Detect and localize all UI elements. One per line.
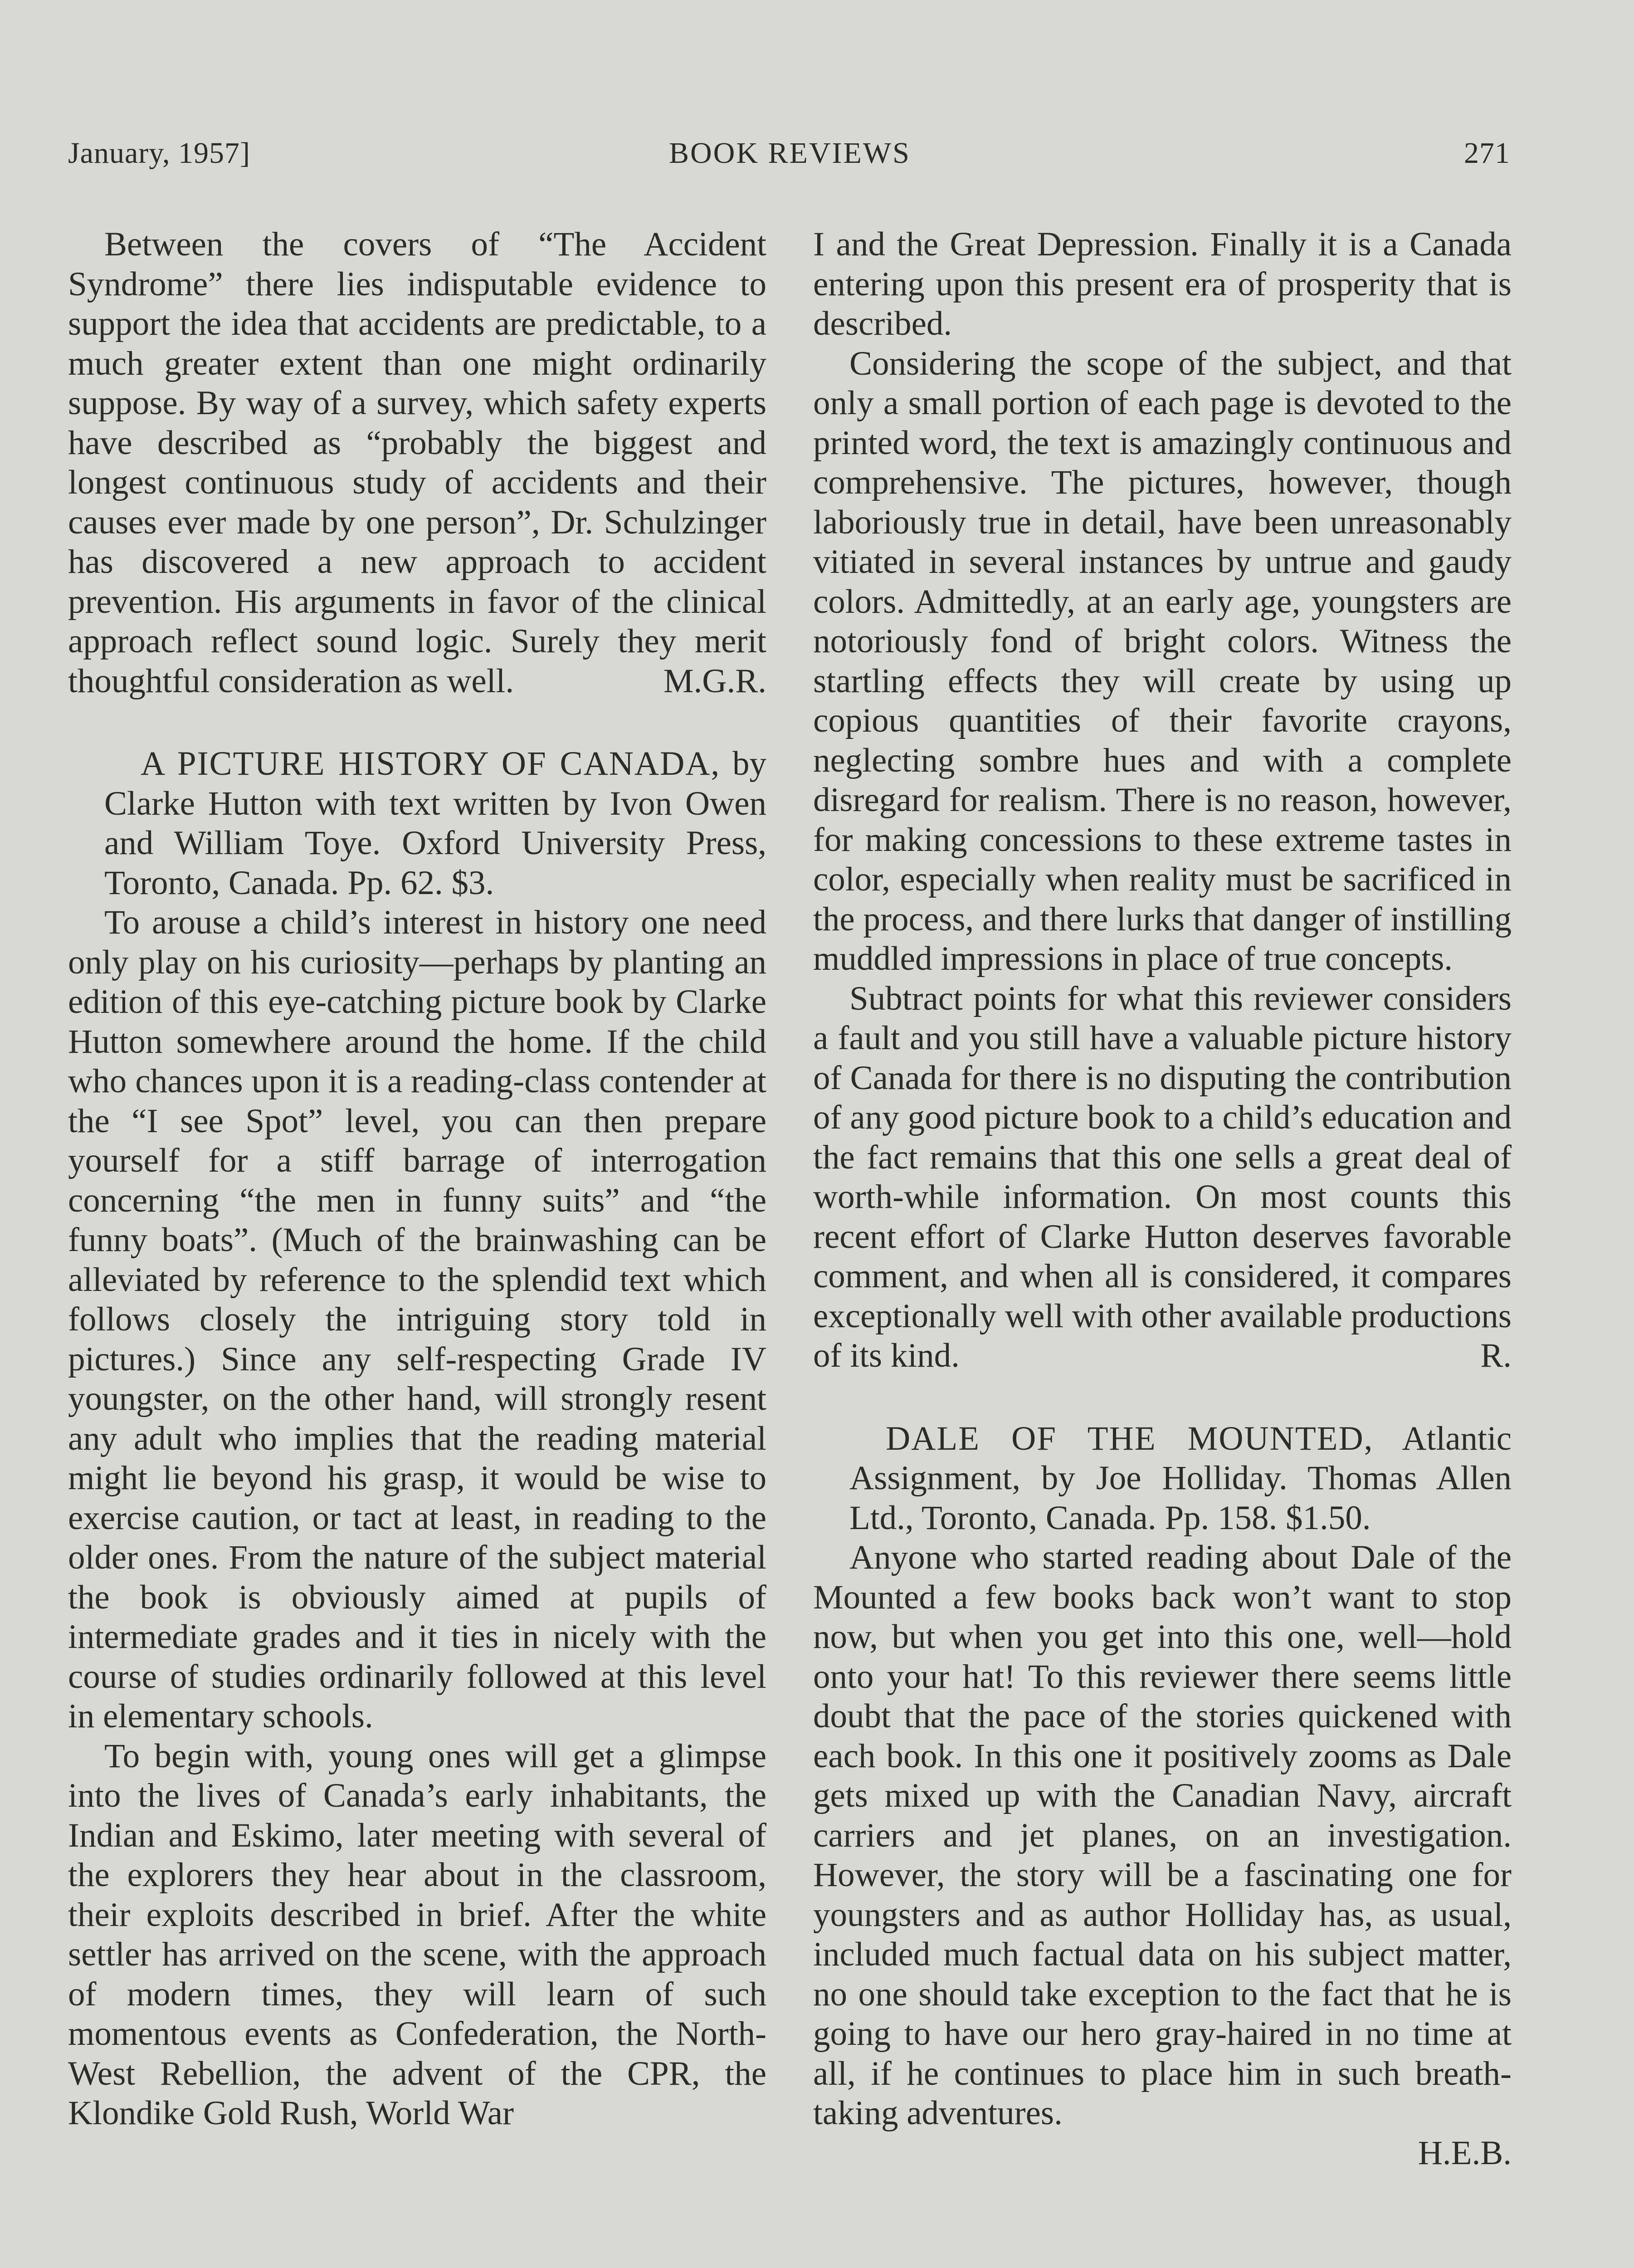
running-header bbox=[68, 136, 1510, 181]
review-paragraph: Between the covers of “The Accident Syndrome” there lies indisputable evidence to support the idea that accidents are predictable, to a much greater extent than one might ordinarily suppose. By way of a survey, which safety experts have described as “probably the biggest and longest continuous study of accidents and their causes ever made by one person”, Dr. Schulzinger has discovered a new approach to accident prevention. His arguments in favor of the clinical approach reflect sound logic. Surely they merit thoughtful consideration as well. bbox=[68, 225, 766, 700]
section-spacer bbox=[813, 1376, 1512, 1419]
section-spacer bbox=[68, 701, 766, 744]
reviewer-signature: R. bbox=[1480, 1337, 1512, 1374]
review-paragraph-text: Subtract points for what this reviewer considers a fault and you still have a valuable picture history of Canada for there is no disputing the contribution of any good picture book to a child’s education and the fact remains that this one sells a great deal of worth-while information. On most counts this recent effort of Clarke Hutton deserves favorable comment, and when all is considered, it compares exceptionally well with other available productions of its kind. bbox=[813, 979, 1512, 1374]
book-title: DALE OF THE MOUNTED, bbox=[886, 1419, 1374, 1457]
review-accident-syndrome-body bbox=[68, 225, 766, 701]
review-paragraph-continued: I and the Great Depression. Finally it is a Canada entering upon this present era of prosperity that is described. bbox=[813, 225, 1512, 342]
header-date: January, 1957] bbox=[68, 137, 250, 170]
left-column bbox=[68, 225, 766, 2133]
review-entry-heading bbox=[68, 744, 766, 903]
reviewer-signature: H.E.B. bbox=[1418, 2134, 1512, 2172]
book-citation: Atlantic Assignment, by Joe Holliday. Thomas Allen Ltd., Toronto, Canada. Pp. 158. $1.50. bbox=[849, 1419, 1512, 1537]
reviewer-signature: M.G.R. bbox=[663, 662, 766, 700]
book-citation: by Clarke Hutton with text written by Ivon Owen and William Toye. Oxford University Press, Toronto, Canada. Pp. 62. $3. bbox=[104, 745, 767, 902]
review-paragraph bbox=[813, 979, 1512, 1376]
review-entry-heading bbox=[813, 1419, 1512, 1538]
review-paragraph: Anyone who started reading about Dale of the Mounted a few books back won’t want to stop now, but when you get into this one, well—hold onto your hat! To this reviewer there seems little doubt that the pace of the stories quickened with each book. In this one it positively zooms as Dale gets mixed up with the Canadian Navy, aircraft carriers and jet planes, on an investigation. However, the story will be a fascinating one for youngsters and as author Holliday has, as usual, included much factual data on his subject matter, no one should take exception to the fact that he is going to have our hero gray-haired in no time at all, if he continues to place him in such breath-taking adventures. bbox=[813, 1539, 1512, 2132]
review-paragraph: To begin with, young ones will get a glimpse into the lives of Canada’s early inhabitants, the Indian and Eskimo, later meeting with several of the explorers they hear about in the classroom, their exploits described in brief. After the white settler has arrived on the scene, with the approach of modern times, they will learn of such momentous events as Confederation, the North-West Rebellion, the advent of the CPR, the Klondike Gold Rush, World War bbox=[68, 1737, 766, 2132]
review-paragraph: Considering the scope of the subject, and that only a small portion of each page is devoted to the printed word, the text is amazingly continuous and comprehensive. The pictures, however, though laboriously true in detail, have been unreasonably vitiated in several instances by untrue and gaudy colors. Admittedly, at an early age, youngsters are notoriously fond of bright colors. Witness the startling effects they will create by using up copious quantities of their favorite crayons, neglecting sombre hues and with a complete disregard for realism. There is no reason, however, for making concessions to these extreme tastes in color, especially when reality must be sacrificed in the process, and there lurks that danger of instilling muddled impressions in place of true concepts. bbox=[813, 344, 1512, 978]
page-number: 271 bbox=[1464, 137, 1510, 170]
book-title: A PICTURE HISTORY OF CANADA, bbox=[141, 745, 721, 782]
review-paragraph: To arouse a child’s interest in history one need only play on his curiosity—perhaps by planting an edition of this eye-catching picture book by Clarke Hutton somewhere around the home. If the child who chances upon it is a reading-class contender at the “I see Spot” level, you can then prepare yourself for a stiff barrage of interrogation concerning “the men in funny suits” and “the funny boats”. (Much of the brainwashing can be alleviated by reference to the splendid text which follows closely the intriguing story told in pictures.) Since any self-respecting Grade IV youngster, on the other hand, will strongly resent any adult who implies that the reading material might lie beyond his grasp, it would be wise to exercise caution, or tact at least, in reading to the older ones. From the nature of the subject material the book is obviously aimed at pupils of intermediate grades and it ties in nicely with the course of studies ordinarily followed at this level in elementary schools. bbox=[68, 904, 766, 1735]
right-column bbox=[813, 225, 1512, 2173]
header-section-title: BOOK REVIEWS bbox=[669, 137, 911, 170]
